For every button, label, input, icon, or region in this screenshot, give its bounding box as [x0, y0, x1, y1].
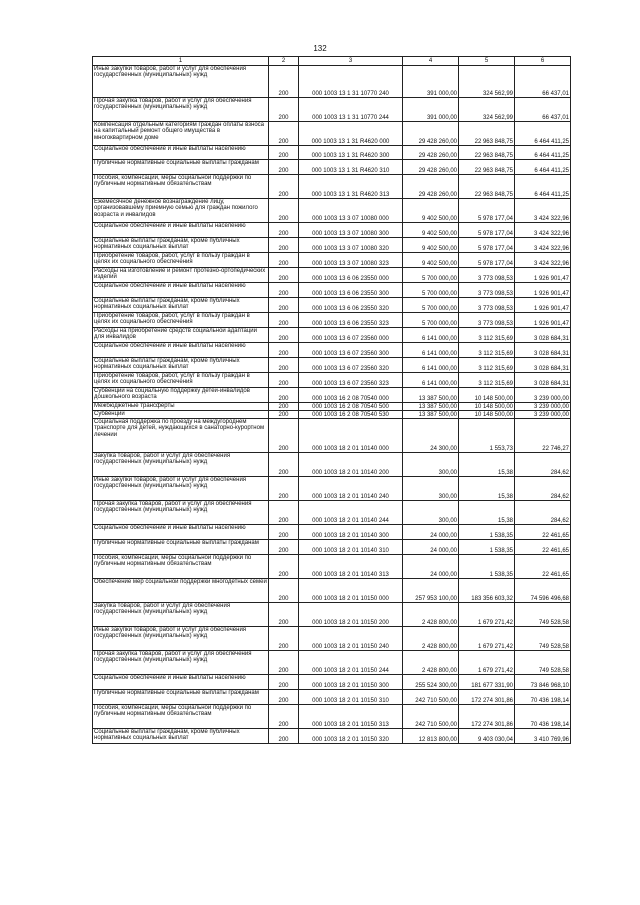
table-row	[93, 690, 571, 705]
row-code-cell: 200	[269, 160, 299, 175]
row-code-cell: 200	[269, 627, 299, 651]
row-code-cell: 200	[269, 453, 299, 477]
row-name-cell: Приобретение товаров, работ, услуг в пользу граждан в целях их социального обеспечения	[93, 373, 269, 388]
row-rest-cell: 3 424 322,96	[515, 199, 571, 223]
table-row	[93, 501, 571, 525]
table-row	[93, 373, 571, 388]
row-kbk-cell: 000 1003 18 2 01 10140 240	[299, 477, 403, 501]
row-name-cell: Социальное обеспечение и иные выплаты населению	[93, 223, 269, 238]
row-kbk-cell: 000 1003 13 6 07 23560 000	[299, 328, 403, 343]
row-kbk-cell: 000 1003 13 6 06 23550 323	[299, 313, 403, 328]
row-exec-cell: 15,38	[459, 501, 515, 525]
row-name-cell: Приобретение товаров, работ, услуг в пользу граждан в целях их социального обеспечения	[93, 253, 269, 268]
row-kbk-cell: 000 1003 16 2 08 70540 500	[299, 403, 403, 411]
row-code-cell: 200	[269, 477, 299, 501]
row-plan-cell: 24 300,00	[403, 419, 459, 453]
row-exec-cell: 22 963 848,75	[459, 160, 515, 175]
row-name-cell: Социальная поддержка по проезду на междугороднем транспорте для детей, нуждающихся в санаторно-курортном лечении	[93, 419, 269, 453]
row-plan-cell: 29 428 260,00	[403, 160, 459, 175]
row-exec-cell: 3 773 098,53	[459, 268, 515, 283]
row-exec-cell: 22 963 848,75	[459, 146, 515, 160]
row-code-cell: 200	[269, 199, 299, 223]
row-plan-cell: 13 387 500,00	[403, 411, 459, 419]
row-name-cell: Компенсация отдельным категориям граждан оплаты взноса на капитальный ремонт общего имущества в многоквартирном доме	[93, 122, 269, 146]
table-row	[93, 651, 571, 675]
row-rest-cell: 284,62	[515, 501, 571, 525]
table-row	[93, 66, 571, 98]
row-rest-cell: 749 528,58	[515, 627, 571, 651]
row-code-cell: 200	[269, 603, 299, 627]
row-name-cell: Социальное обеспечение и иные выплаты населению	[93, 343, 269, 358]
table-row	[93, 358, 571, 373]
row-exec-cell: 3 112 315,69	[459, 373, 515, 388]
row-exec-cell: 15,38	[459, 453, 515, 477]
row-plan-cell: 24 000,00	[403, 555, 459, 579]
row-plan-cell: 29 428 260,00	[403, 146, 459, 160]
row-plan-cell: 13 387 500,00	[403, 388, 459, 403]
row-exec-cell: 1 538,35	[459, 555, 515, 579]
column-header-1: 1	[93, 57, 269, 66]
row-exec-cell: 181 677 331,90	[459, 675, 515, 690]
table-row	[93, 98, 571, 122]
row-rest-cell: 1 926 901,47	[515, 283, 571, 298]
row-name-cell: Публичные нормативные социальные выплаты гражданам	[93, 690, 269, 705]
row-name-cell: Социальное обеспечение и иные выплаты населению	[93, 146, 269, 160]
row-kbk-cell: 000 1003 18 2 01 10150 244	[299, 651, 403, 675]
table-row	[93, 313, 571, 328]
row-code-cell: 200	[269, 122, 299, 146]
row-code-cell: 200	[269, 555, 299, 579]
row-name-cell: Пособия, компенсации, меры социальной поддержки по публичным нормативным обязательствам	[93, 705, 269, 729]
table-row	[93, 627, 571, 651]
row-name-cell: Публичные нормативные социальные выплаты гражданам	[93, 540, 269, 555]
row-code-cell: 200	[269, 388, 299, 403]
row-rest-cell: 6 464 411,25	[515, 146, 571, 160]
row-kbk-cell: 000 1003 18 2 01 10150 240	[299, 627, 403, 651]
row-rest-cell: 6 464 411,25	[515, 160, 571, 175]
row-name-cell: Публичные нормативные социальные выплаты гражданам	[93, 160, 269, 175]
row-plan-cell: 9 402 500,00	[403, 199, 459, 223]
row-rest-cell: 22 746,27	[515, 419, 571, 453]
row-plan-cell: 24 000,00	[403, 540, 459, 555]
row-kbk-cell: 000 1003 18 2 01 10140 300	[299, 525, 403, 540]
row-exec-cell: 22 963 848,75	[459, 122, 515, 146]
row-rest-cell: 749 528,58	[515, 651, 571, 675]
row-plan-cell: 6 141 000,00	[403, 328, 459, 343]
row-rest-cell: 3 028 684,31	[515, 373, 571, 388]
row-code-cell: 200	[269, 579, 299, 603]
row-exec-cell: 1 679 271,42	[459, 603, 515, 627]
row-kbk-cell: 000 1003 13 6 07 23560 323	[299, 373, 403, 388]
row-rest-cell: 6 464 411,25	[515, 122, 571, 146]
row-kbk-cell: 000 1003 18 2 01 10150 313	[299, 705, 403, 729]
row-code-cell: 200	[269, 146, 299, 160]
table-row	[93, 705, 571, 729]
row-name-cell: Иные закупки товаров, работ и услуг для обеспечения государственных (муниципальных) нужд	[93, 627, 269, 651]
row-name-cell: Закупка товаров, работ и услуг для обеспечения государственных (муниципальных) нужд	[93, 453, 269, 477]
budget-table	[92, 56, 571, 744]
row-exec-cell: 9 403 030,04	[459, 729, 515, 744]
row-code-cell: 200	[269, 411, 299, 419]
row-exec-cell: 1 538,35	[459, 540, 515, 555]
row-code-cell: 200	[269, 690, 299, 705]
row-rest-cell: 749 528,58	[515, 603, 571, 627]
row-kbk-cell: 000 1003 13 6 07 23560 320	[299, 358, 403, 373]
row-rest-cell: 22 461,65	[515, 555, 571, 579]
row-name-cell: Прочая закупка товаров, работ и услуг для обеспечения государственных (муниципальных) нужд	[93, 501, 269, 525]
row-kbk-cell: 000 1003 16 2 08 70540 530	[299, 411, 403, 419]
row-code-cell: 200	[269, 343, 299, 358]
row-rest-cell: 3 239 000,00	[515, 411, 571, 419]
row-rest-cell: 1 926 901,47	[515, 313, 571, 328]
row-name-cell: Иные закупки товаров, работ и услуг для обеспечения государственных (муниципальных) нужд	[93, 66, 269, 98]
table-row	[93, 603, 571, 627]
row-rest-cell: 22 461,65	[515, 525, 571, 540]
table-row	[93, 298, 571, 313]
row-code-cell: 200	[269, 373, 299, 388]
row-plan-cell: 6 141 000,00	[403, 358, 459, 373]
row-kbk-cell: 000 1003 18 2 01 10150 300	[299, 675, 403, 690]
column-header-2: 2	[269, 57, 299, 66]
row-exec-cell: 1 679 271,42	[459, 627, 515, 651]
row-exec-cell: 183 356 603,32	[459, 579, 515, 603]
row-exec-cell: 10 148 500,00	[459, 411, 515, 419]
table-row	[93, 283, 571, 298]
row-rest-cell: 70 436 198,14	[515, 690, 571, 705]
row-kbk-cell: 000 1003 18 2 01 10150 000	[299, 579, 403, 603]
row-rest-cell: 73 846 968,10	[515, 675, 571, 690]
row-kbk-cell: 000 1003 13 6 06 23550 000	[299, 268, 403, 283]
row-exec-cell: 5 978 177,04	[459, 238, 515, 253]
row-kbk-cell: 000 1003 13 3 07 10080 000	[299, 199, 403, 223]
table-row	[93, 343, 571, 358]
row-code-cell: 200	[269, 675, 299, 690]
row-code-cell: 200	[269, 238, 299, 253]
row-plan-cell: 242 710 500,00	[403, 690, 459, 705]
row-exec-cell: 324 562,99	[459, 98, 515, 122]
row-name-cell: Социальное обеспечение и иные выплаты населению	[93, 283, 269, 298]
row-kbk-cell: 000 1003 18 2 01 10150 320	[299, 729, 403, 744]
row-name-cell: Расходы на изготовление и ремонт протезно-ортопедических изделий	[93, 268, 269, 283]
row-plan-cell: 9 402 500,00	[403, 223, 459, 238]
row-name-cell: Закупка товаров, работ и услуг для обеспечения государственных (муниципальных) нужд	[93, 603, 269, 627]
row-exec-cell: 5 978 177,04	[459, 253, 515, 268]
column-header-6: 6	[515, 57, 571, 66]
row-exec-cell: 22 963 848,75	[459, 175, 515, 199]
row-code-cell: 200	[269, 66, 299, 98]
row-exec-cell: 3 773 098,53	[459, 313, 515, 328]
row-kbk-cell: 000 1003 13 1 31 10770 240	[299, 66, 403, 98]
row-name-cell: Социальные выплаты гражданам, кроме публичных нормативных социальных выплат	[93, 298, 269, 313]
row-plan-cell: 6 141 000,00	[403, 343, 459, 358]
row-plan-cell: 300,00	[403, 477, 459, 501]
table-row	[93, 223, 571, 238]
row-plan-cell: 29 428 260,00	[403, 122, 459, 146]
row-rest-cell: 3 028 684,31	[515, 328, 571, 343]
row-kbk-cell: 000 1003 13 1 31 R4620 300	[299, 146, 403, 160]
row-name-cell: Иные закупки товаров, работ и услуг для обеспечения государственных (муниципальных) нужд	[93, 477, 269, 501]
row-plan-cell: 13 387 500,00	[403, 403, 459, 411]
row-kbk-cell: 000 1003 13 3 07 10080 320	[299, 238, 403, 253]
row-name-cell: Ежемесячное денежное вознаграждение лицу, организовавшему приемную семью для граждан пожилого возраста и инвалидов	[93, 199, 269, 223]
table-row	[93, 411, 571, 419]
row-exec-cell: 3 773 098,53	[459, 298, 515, 313]
row-code-cell: 200	[269, 328, 299, 343]
row-exec-cell: 15,38	[459, 477, 515, 501]
row-plan-cell: 12 813 800,00	[403, 729, 459, 744]
row-name-cell: Социальные выплаты гражданам, кроме публичных нормативных социальных выплат	[93, 238, 269, 253]
row-plan-cell: 2 428 800,00	[403, 651, 459, 675]
table-row	[93, 199, 571, 223]
row-code-cell: 200	[269, 729, 299, 744]
row-plan-cell: 2 428 800,00	[403, 603, 459, 627]
row-code-cell: 200	[269, 298, 299, 313]
row-plan-cell: 24 000,00	[403, 525, 459, 540]
column-header-3: 3	[299, 57, 403, 66]
row-name-cell: Прочая закупка товаров, работ и услуг для обеспечения государственных (муниципальных) нужд	[93, 98, 269, 122]
row-exec-cell: 5 978 177,04	[459, 199, 515, 223]
row-exec-cell: 1 538,35	[459, 525, 515, 540]
row-exec-cell: 324 562,99	[459, 66, 515, 98]
table-row	[93, 388, 571, 403]
row-name-cell: Обеспечение мер социальной поддержки многодетных семей	[93, 579, 269, 603]
row-rest-cell: 22 461,65	[515, 540, 571, 555]
row-name-cell: Пособия, компенсации, меры социальной поддержки по публичным нормативным обязательствам	[93, 175, 269, 199]
row-kbk-cell: 000 1003 13 1 31 10770 244	[299, 98, 403, 122]
row-code-cell: 200	[269, 253, 299, 268]
row-code-cell: 200	[269, 651, 299, 675]
row-rest-cell: 66 437,01	[515, 66, 571, 98]
row-plan-cell: 5 700 000,00	[403, 268, 459, 283]
row-rest-cell: 6 464 411,25	[515, 175, 571, 199]
row-rest-cell: 3 424 322,96	[515, 238, 571, 253]
row-exec-cell: 1 553,73	[459, 419, 515, 453]
row-code-cell: 200	[269, 403, 299, 411]
column-header-5: 5	[459, 57, 515, 66]
table-row	[93, 122, 571, 146]
table-row	[93, 403, 571, 411]
row-kbk-cell: 000 1003 18 2 01 10150 310	[299, 690, 403, 705]
table-row	[93, 253, 571, 268]
table-row	[93, 268, 571, 283]
row-kbk-cell: 000 1003 18 2 01 10140 310	[299, 540, 403, 555]
row-kbk-cell: 000 1003 13 3 07 10080 300	[299, 223, 403, 238]
row-exec-cell: 3 112 315,69	[459, 358, 515, 373]
row-code-cell: 200	[269, 175, 299, 199]
row-name-cell: Социальные выплаты гражданам, кроме публичных нормативных социальных выплат	[93, 729, 269, 744]
table-row	[93, 419, 571, 453]
row-name-cell: Субвенции	[93, 411, 269, 419]
row-rest-cell: 3 424 322,96	[515, 223, 571, 238]
row-name-cell: Прочая закупка товаров, работ и услуг для обеспечения государственных (муниципальных) нужд	[93, 651, 269, 675]
row-exec-cell: 10 148 500,00	[459, 388, 515, 403]
row-plan-cell: 391 000,00	[403, 98, 459, 122]
row-name-cell: Расходы на приобретение средств социальной адаптации для инвалидов	[93, 328, 269, 343]
table-row	[93, 477, 571, 501]
row-plan-cell: 9 402 500,00	[403, 238, 459, 253]
row-kbk-cell: 000 1003 18 2 01 10140 200	[299, 453, 403, 477]
row-exec-cell: 10 148 500,00	[459, 403, 515, 411]
row-rest-cell: 3 424 322,96	[515, 253, 571, 268]
table-row	[93, 675, 571, 690]
row-plan-cell: 9 402 500,00	[403, 253, 459, 268]
row-plan-cell: 5 700 000,00	[403, 283, 459, 298]
row-rest-cell: 74 596 496,68	[515, 579, 571, 603]
table-row	[93, 238, 571, 253]
row-plan-cell: 257 953 100,00	[403, 579, 459, 603]
row-name-cell: Межбюджетные трансферты	[93, 403, 269, 411]
row-code-cell: 200	[269, 501, 299, 525]
row-rest-cell: 70 436 198,14	[515, 705, 571, 729]
row-kbk-cell: 000 1003 13 6 06 23550 320	[299, 298, 403, 313]
page-number: 132	[313, 44, 327, 53]
row-plan-cell: 2 428 800,00	[403, 627, 459, 651]
row-name-cell: Приобретение товаров, работ, услуг в пользу граждан в целях их социального обеспечения	[93, 313, 269, 328]
row-kbk-cell: 000 1003 18 2 01 10150 200	[299, 603, 403, 627]
row-plan-cell: 29 428 260,00	[403, 175, 459, 199]
row-exec-cell: 5 978 177,04	[459, 223, 515, 238]
row-kbk-cell: 000 1003 13 6 06 23550 300	[299, 283, 403, 298]
row-rest-cell: 3 028 684,31	[515, 343, 571, 358]
table-row	[93, 146, 571, 160]
row-code-cell: 200	[269, 313, 299, 328]
row-code-cell: 200	[269, 419, 299, 453]
row-plan-cell: 300,00	[403, 453, 459, 477]
row-code-cell: 200	[269, 525, 299, 540]
row-code-cell: 200	[269, 358, 299, 373]
table-row	[93, 175, 571, 199]
row-rest-cell: 1 926 901,47	[515, 298, 571, 313]
row-plan-cell: 242 710 500,00	[403, 705, 459, 729]
row-code-cell: 200	[269, 540, 299, 555]
row-name-cell: Пособия, компенсации, меры социальной поддержки по публичным нормативным обязательствам	[93, 555, 269, 579]
row-plan-cell: 5 700 000,00	[403, 298, 459, 313]
row-kbk-cell: 000 1003 18 2 01 10140 313	[299, 555, 403, 579]
table-row	[93, 540, 571, 555]
row-code-cell: 200	[269, 268, 299, 283]
row-kbk-cell: 000 1003 13 1 31 R4620 000	[299, 122, 403, 146]
row-rest-cell: 3 239 000,00	[515, 388, 571, 403]
row-kbk-cell: 000 1003 18 2 01 10140 244	[299, 501, 403, 525]
row-rest-cell: 1 926 901,47	[515, 268, 571, 283]
row-exec-cell: 1 679 271,42	[459, 651, 515, 675]
row-rest-cell: 3 410 769,96	[515, 729, 571, 744]
row-plan-cell: 255 524 300,00	[403, 675, 459, 690]
row-plan-cell: 391 000,00	[403, 66, 459, 98]
row-name-cell: Социальное обеспечение и иные выплаты населению	[93, 675, 269, 690]
table-row	[93, 453, 571, 477]
row-plan-cell: 6 141 000,00	[403, 373, 459, 388]
row-name-cell: Субвенции на социальную поддержку детей-инвалидов дошкольного возраста	[93, 388, 269, 403]
row-rest-cell: 3 028 684,31	[515, 358, 571, 373]
row-code-cell: 200	[269, 98, 299, 122]
row-exec-cell: 3 112 315,69	[459, 343, 515, 358]
row-kbk-cell: 000 1003 13 1 31 R4620 313	[299, 175, 403, 199]
table-row	[93, 525, 571, 540]
header-row	[93, 57, 571, 66]
table-row	[93, 555, 571, 579]
table-row	[93, 579, 571, 603]
row-plan-cell: 5 700 000,00	[403, 313, 459, 328]
row-code-cell: 200	[269, 223, 299, 238]
row-code-cell: 200	[269, 283, 299, 298]
row-rest-cell: 284,62	[515, 477, 571, 501]
row-plan-cell: 300,00	[403, 501, 459, 525]
row-kbk-cell: 000 1003 18 2 01 10140 000	[299, 419, 403, 453]
row-rest-cell: 3 239 000,00	[515, 403, 571, 411]
table-row	[93, 328, 571, 343]
table-row	[93, 729, 571, 744]
table-body	[93, 66, 571, 744]
column-header-4: 4	[403, 57, 459, 66]
row-kbk-cell: 000 1003 13 3 07 10080 323	[299, 253, 403, 268]
row-exec-cell: 3 773 098,53	[459, 283, 515, 298]
row-name-cell: Социальные выплаты гражданам, кроме публичных нормативных социальных выплат	[93, 358, 269, 373]
row-rest-cell: 66 437,01	[515, 98, 571, 122]
row-kbk-cell: 000 1003 13 6 07 23560 300	[299, 343, 403, 358]
row-exec-cell: 3 112 315,69	[459, 328, 515, 343]
row-exec-cell: 172 274 301,86	[459, 705, 515, 729]
row-kbk-cell: 000 1003 13 1 31 R4620 310	[299, 160, 403, 175]
row-name-cell: Социальное обеспечение и иные выплаты населению	[93, 525, 269, 540]
row-code-cell: 200	[269, 705, 299, 729]
table-row	[93, 160, 571, 175]
row-kbk-cell: 000 1003 16 2 08 70540 000	[299, 388, 403, 403]
row-rest-cell: 284,62	[515, 453, 571, 477]
row-exec-cell: 172 274 301,86	[459, 690, 515, 705]
